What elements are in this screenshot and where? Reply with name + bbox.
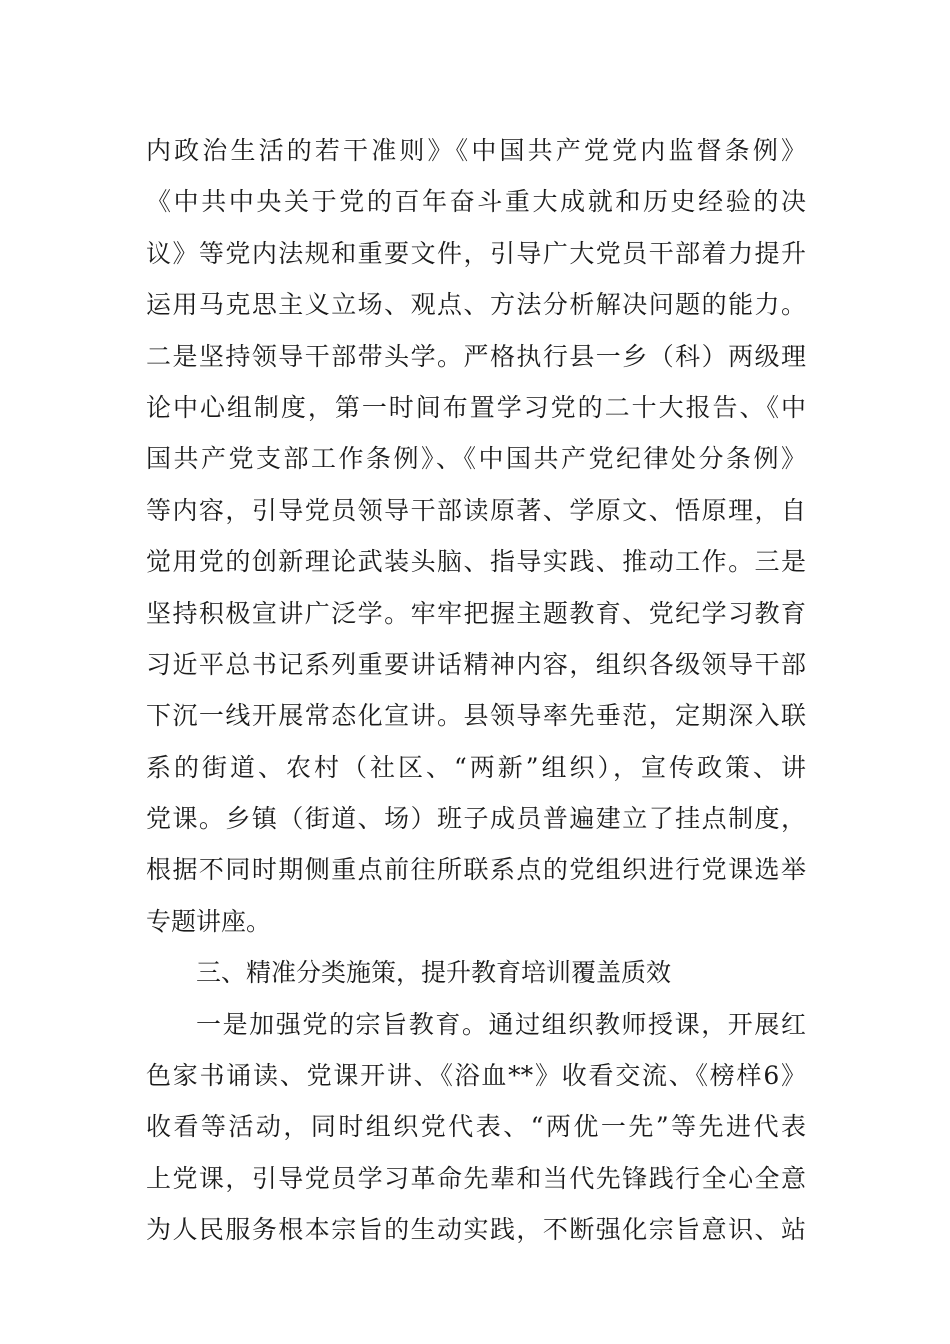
body-line: 一是加强党的宗旨教育。通过组织教师授课，开展红: [196, 1009, 806, 1039]
body-line: 为人民服务根本宗旨的生动实践，不断强化宗旨意识、站: [146, 1215, 806, 1245]
body-line: 上党课，引导党员学习革命先辈和当代先锋践行全心全意: [146, 1163, 806, 1193]
body-line: 色家书诵读、党课开讲、《浴血**》收看交流、《榜样6》: [146, 1061, 806, 1091]
body-line: 习近平总书记系列重要讲话精神内容，组织各级领导干部: [146, 649, 806, 679]
body-line: 觉用党的创新理论武装头脑、指导实践、推动工作。三是: [146, 547, 806, 577]
body-line: 收看等活动，同时组织党代表、“两优一先”等先进代表: [146, 1112, 806, 1142]
body-line: 根据不同时期侧重点前往所联系点的党组织进行党课选举: [146, 855, 806, 885]
body-line: 国共产党支部工作条例》、《中国共产党纪律处分条例》: [146, 444, 806, 474]
body-line: 二是坚持领导干部带头学。严格执行县一乡（科）两级理: [146, 341, 806, 371]
body-line: 《中共中央关于党的百年奋斗重大成就和历史经验的决: [146, 187, 806, 217]
document-body: [146, 125, 806, 1256]
body-line: 党课。乡镇（街道、场）班子成员普遍建立了挂点制度，: [146, 804, 806, 834]
body-line: 运用马克思主义立场、观点、方法分析解决问题的能力。: [146, 290, 806, 320]
body-line: 议》等党内法规和重要文件，引导广大党员干部着力提升: [146, 238, 806, 268]
body-line: 专题讲座。: [146, 906, 272, 936]
body-line: 论中心组制度，第一时间布置学习党的二十大报告、《中: [146, 392, 806, 422]
section-heading: 三、精准分类施策，提升教育培训覆盖质效: [196, 958, 672, 988]
body-line: 坚持积极宣讲广泛学。牢牢把握主题教育、党纪学习教育: [146, 598, 806, 628]
body-line: 系的街道、农村（社区、“两新”组织），宣传政策、讲: [146, 752, 806, 782]
body-line: 内政治生活的若干准则》《中国共产党党内监督条例》: [146, 136, 806, 165]
body-line: 下沉一线开展常态化宣讲。县领导率先垂范，定期深入联: [146, 701, 806, 731]
body-line: 等内容，引导党员领导干部读原著、学原文、悟原理，自: [146, 495, 806, 525]
